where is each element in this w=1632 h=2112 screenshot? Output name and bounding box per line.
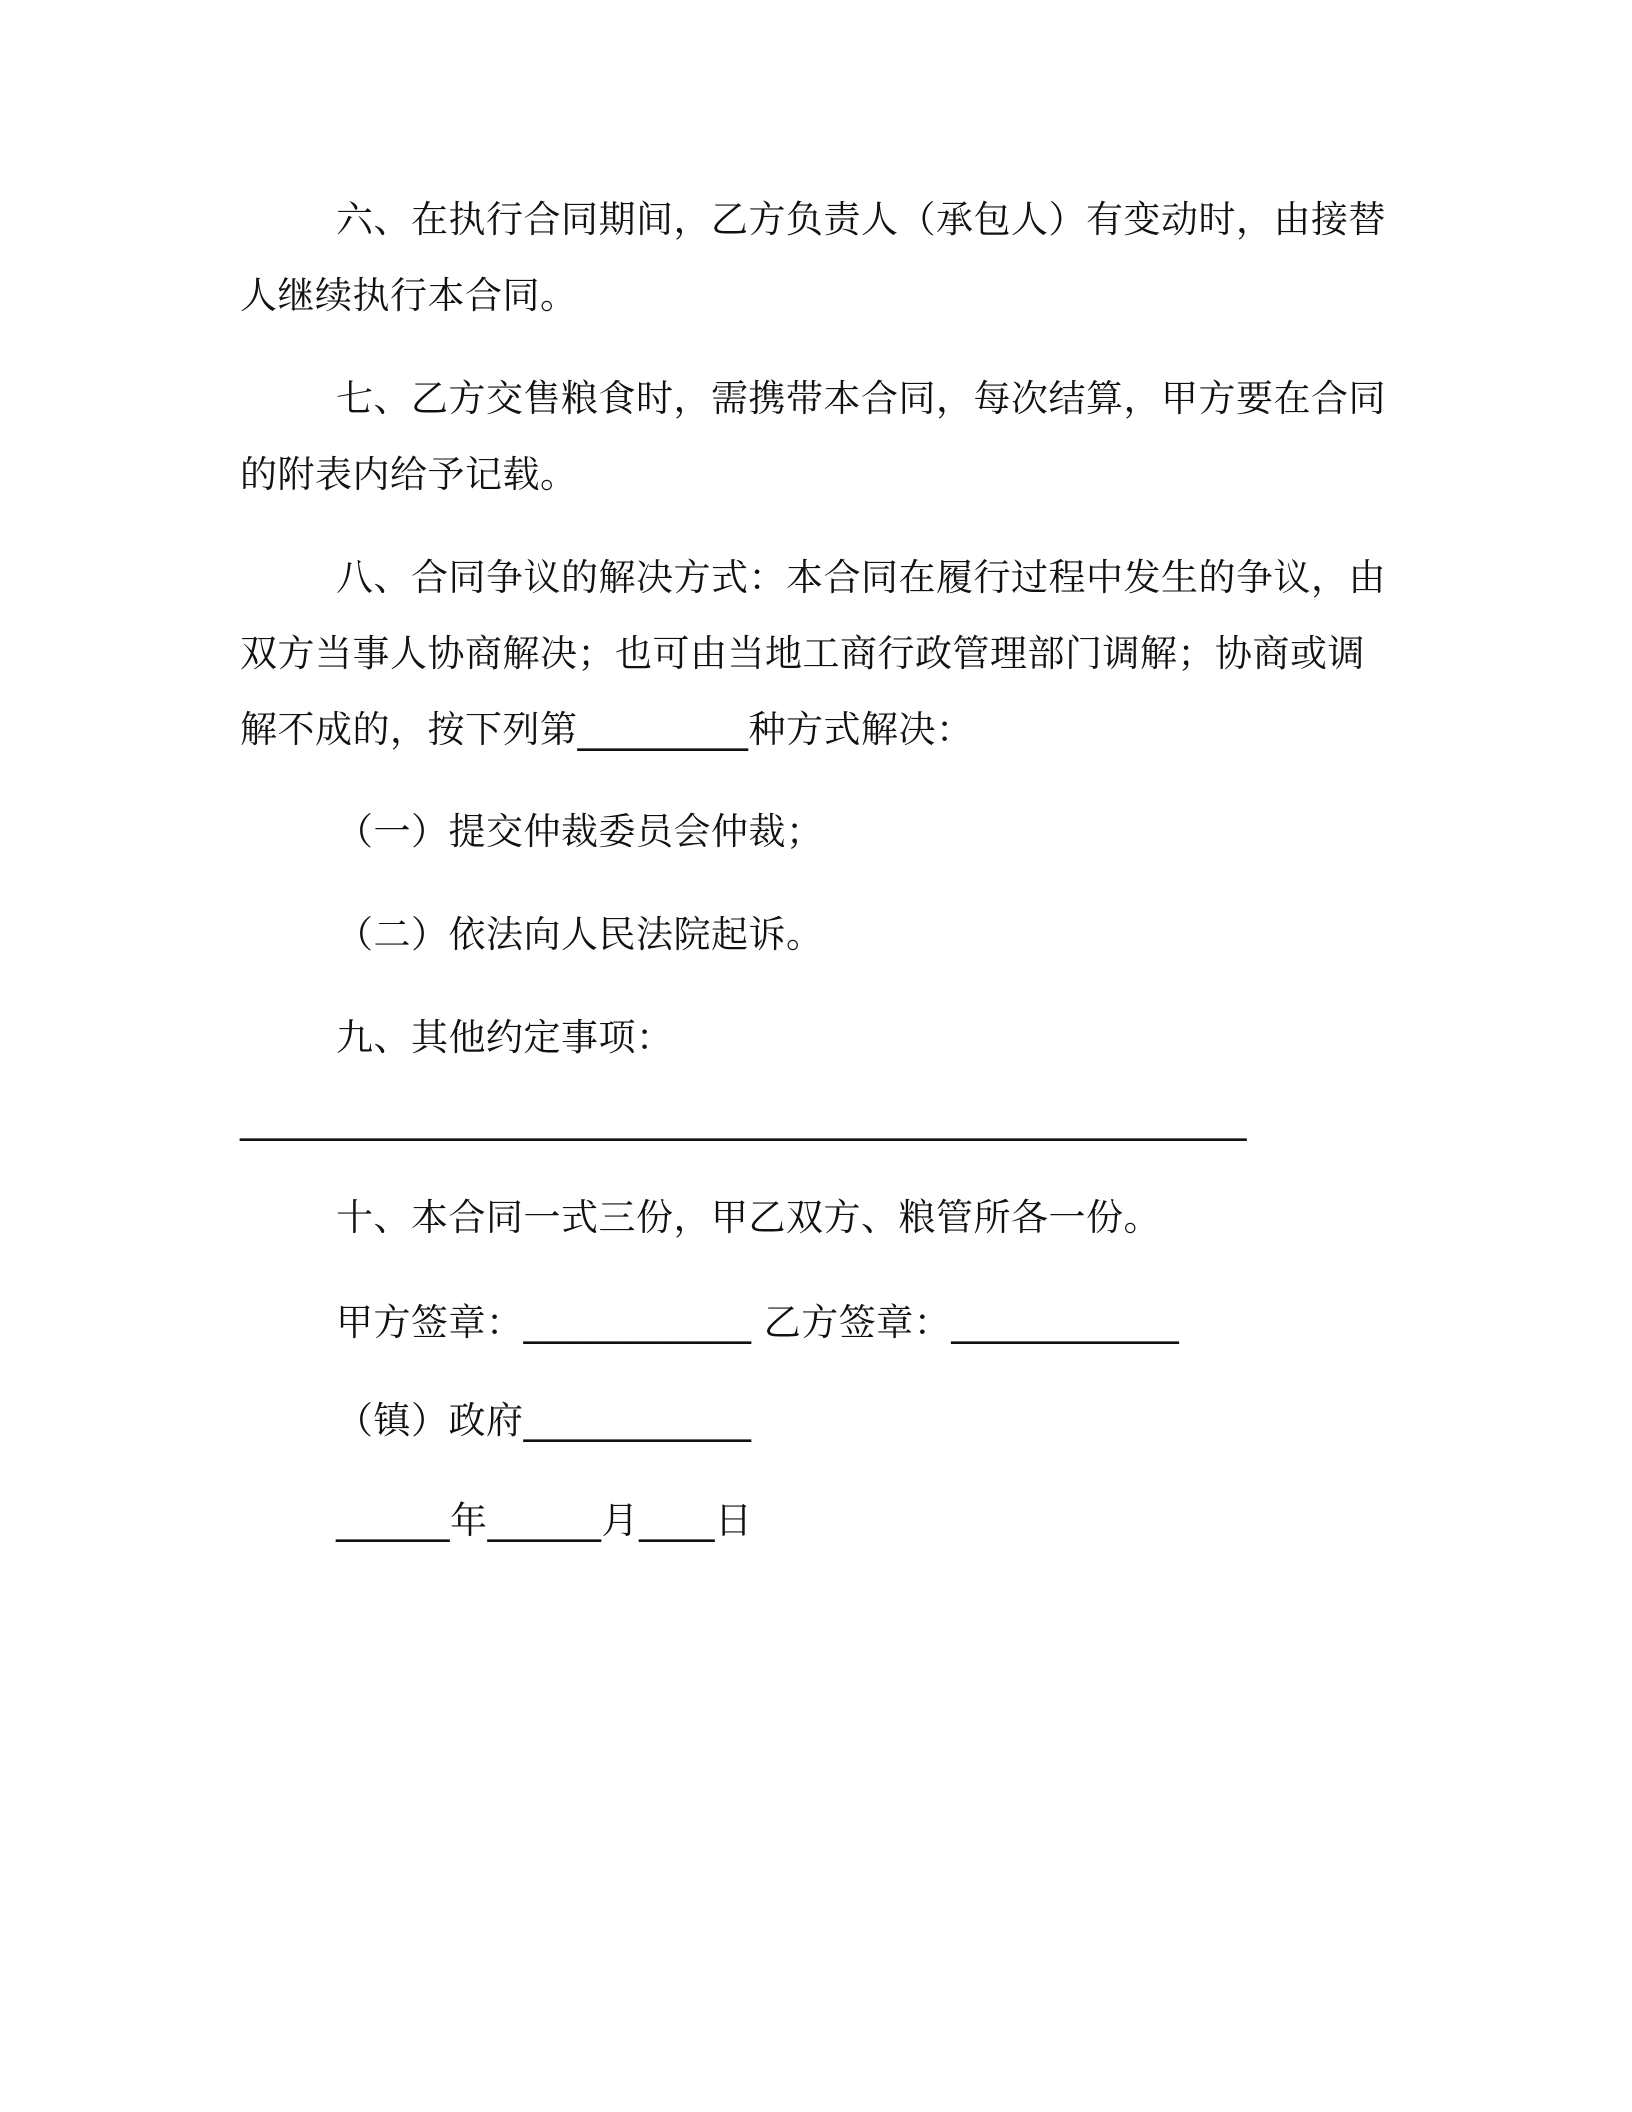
clause-eight-line-3: 解不成的，按下列第_________种方式解决： (240, 708, 974, 751)
clause-ten-line-1: 十、本合同一式三份，甲乙双方、粮管所各一份。 (336, 1196, 1161, 1239)
clause-seven-line-2: 的附表内给予记载。 (240, 453, 578, 496)
clause-six-line-1: 六、在执行合同期间，乙方负责人（承包人）有变动时，由接替 (336, 198, 1386, 241)
clause-eight-line-2: 双方当事人协商解决；也可由当地工商行政管理部门调解；协商或调 (240, 632, 1365, 675)
signature-government: （镇）政府____________ (336, 1399, 752, 1442)
clause-eight-option-1: （一）提交仲裁委员会仲裁； (336, 810, 824, 853)
clause-seven-line-1: 七、乙方交售粮食时，需携带本合同，每次结算，甲方要在合同 (336, 377, 1386, 420)
clause-six-line-2: 人继续执行本合同。 (240, 274, 578, 317)
clause-eight-line-1: 八、合同争议的解决方式：本合同在履行过程中发生的争议，由 (336, 556, 1386, 599)
clause-nine-title: 九、其他约定事项： (336, 1016, 674, 1059)
clause-eight-option-2: （二）依法向人民法院起诉。 (336, 913, 824, 956)
signature-date: ______年______月____日 (336, 1499, 753, 1542)
signature-parties: 甲方签章：____________ 乙方签章：____________ (336, 1301, 1180, 1344)
clause-nine-blank-line: _____________________________________________________ (240, 1098, 1247, 1141)
